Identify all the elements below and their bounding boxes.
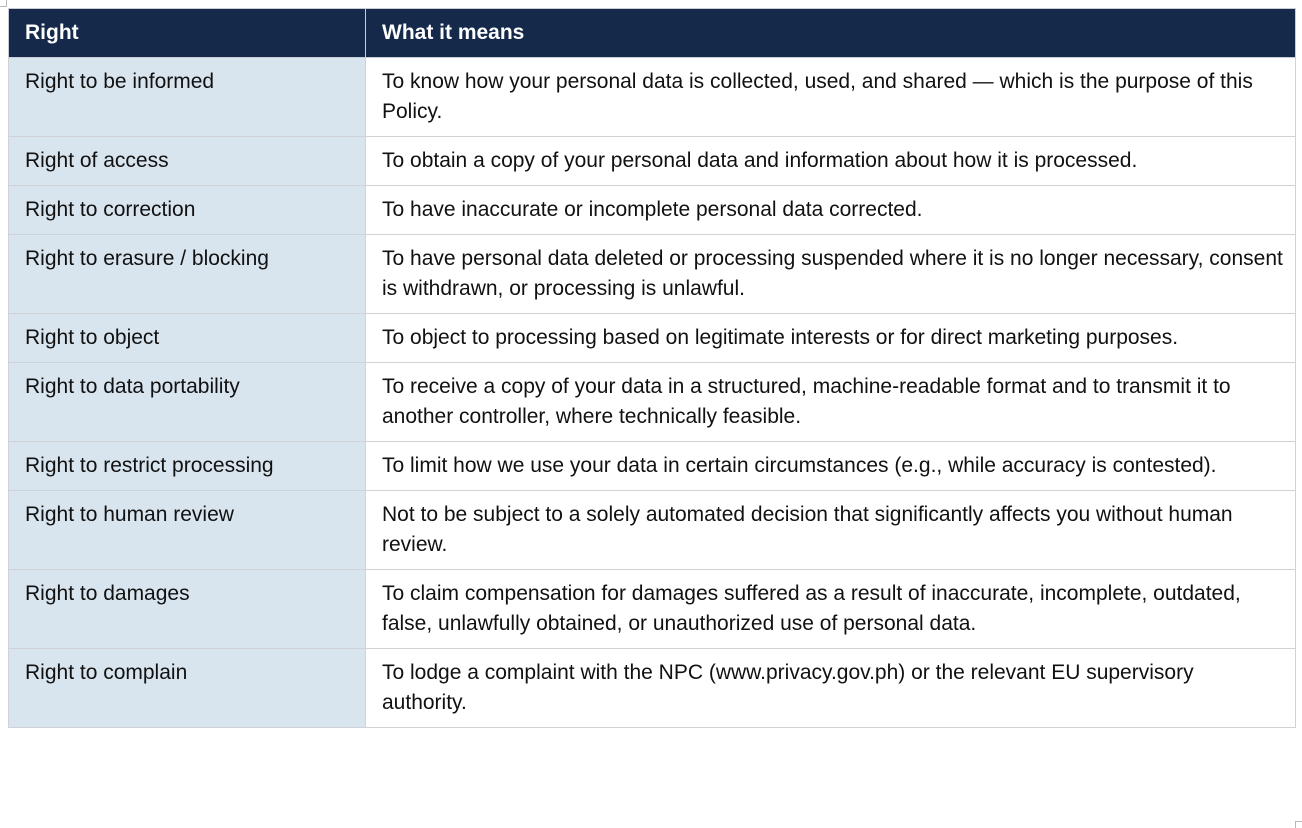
right-cell: Right to correction xyxy=(9,186,366,235)
meaning-cell: To obtain a copy of your personal data and information about how it is processed. xyxy=(366,137,1296,186)
right-cell: Right to erasure / blocking xyxy=(9,235,366,314)
right-cell: Right to human review xyxy=(9,491,366,570)
meaning-cell: To object to processing based on legitimate interests or for direct marketing purposes. xyxy=(366,314,1296,363)
table-row xyxy=(9,58,1296,137)
right-cell: Right to complain xyxy=(9,649,366,728)
table-row xyxy=(9,649,1296,728)
right-cell: Right to object xyxy=(9,314,366,363)
meaning-cell: Not to be subject to a solely automated decision that significantly affects you without human review. xyxy=(366,491,1296,570)
right-cell: Right to be informed xyxy=(9,58,366,137)
meaning-cell: To lodge a complaint with the NPC (www.privacy.gov.ph) or the relevant EU supervisory authority. xyxy=(366,649,1296,728)
column-header-meaning: What it means xyxy=(366,9,1296,58)
page-corner-mark xyxy=(0,0,7,7)
table-row xyxy=(9,186,1296,235)
right-cell: Right to restrict processing xyxy=(9,442,366,491)
rights-table xyxy=(8,8,1296,728)
column-header-right: Right xyxy=(9,9,366,58)
right-cell: Right to damages xyxy=(9,570,366,649)
meaning-cell: To claim compensation for damages suffered as a result of inaccurate, incomplete, outdated, false, unlawfully obtained, or unauthorized use of personal data. xyxy=(366,570,1296,649)
table-row xyxy=(9,491,1296,570)
table-row xyxy=(9,137,1296,186)
right-cell: Right to data portability xyxy=(9,363,366,442)
meaning-cell: To limit how we use your data in certain circumstances (e.g., while accuracy is contested). xyxy=(366,442,1296,491)
meaning-cell: To have personal data deleted or processing suspended where it is no longer necessary, consent is withdrawn, or processing is unlawful. xyxy=(366,235,1296,314)
meaning-cell: To receive a copy of your data in a structured, machine-readable format and to transmit it to another controller, where technically feasible. xyxy=(366,363,1296,442)
page-corner-mark xyxy=(1295,821,1302,828)
meaning-cell: To know how your personal data is collected, used, and shared — which is the purpose of this Policy. xyxy=(366,58,1296,137)
table-row xyxy=(9,363,1296,442)
rights-table-container xyxy=(8,8,1295,728)
table-row xyxy=(9,235,1296,314)
table-header-row xyxy=(9,9,1296,58)
table-row xyxy=(9,442,1296,491)
table-row xyxy=(9,314,1296,363)
meaning-cell: To have inaccurate or incomplete personal data corrected. xyxy=(366,186,1296,235)
table-row xyxy=(9,570,1296,649)
right-cell: Right of access xyxy=(9,137,366,186)
